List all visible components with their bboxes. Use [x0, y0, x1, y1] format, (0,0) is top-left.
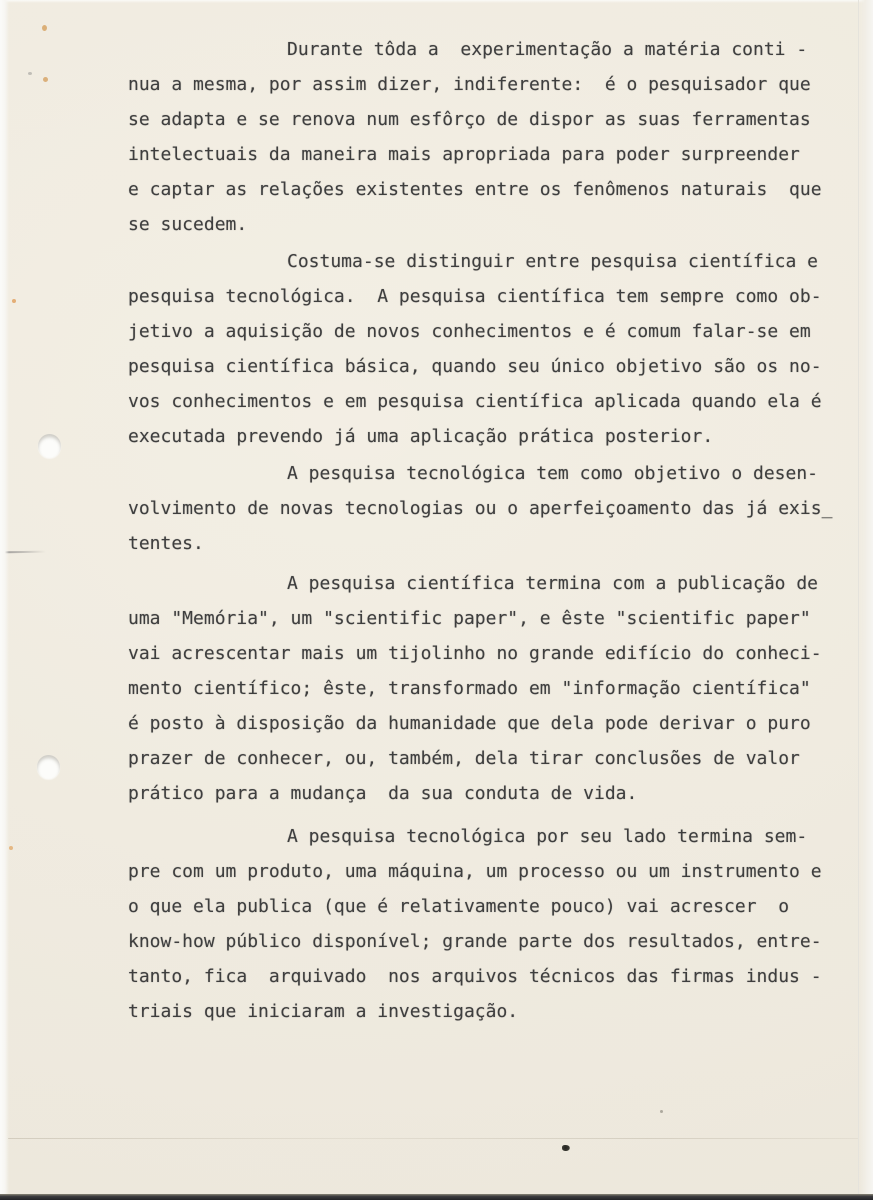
text-line: tanto, fica arquivado nos arquivos técnicos das firmas indus - — [128, 966, 822, 987]
text-line: jetivo a aquisição de novos conhecimentos e é comum falar-se em — [128, 321, 811, 342]
text-line: intelectuais da maneira mais apropriada para poder surpreender — [128, 144, 800, 165]
crease-line — [8, 1138, 859, 1139]
paragraph — [128, 819, 833, 1029]
paper-speck — [660, 1110, 663, 1113]
paper-speck — [9, 846, 13, 850]
paragraph — [128, 456, 833, 561]
text-line: Costuma-se distinguir entre pesquisa científica e — [287, 251, 819, 272]
text-line: se sucedem. — [128, 214, 248, 235]
text-line: tentes. — [128, 533, 204, 554]
text-line: é posto à disposição da humanidade que dela pode derivar o puro — [128, 713, 811, 734]
text-line: A pesquisa tecnológica tem como objetivo o desen- — [287, 463, 819, 484]
paragraph — [128, 32, 833, 242]
scan-edge-top — [0, 0, 873, 3]
scan-edge-right — [858, 0, 873, 1200]
text-line: know-how público disponível; grande parte dos resultados, entre- — [128, 931, 822, 952]
text-line: A pesquisa científica termina com a publicação de — [287, 573, 819, 594]
scan-edge-bottom — [0, 1194, 873, 1200]
paragraph — [128, 244, 833, 454]
text-line: Durante tôda a experimentação a matéria conti - — [287, 39, 808, 60]
text-line: se adapta e se renova num esfôrço de dispor as suas ferramentas — [128, 109, 811, 130]
paper-speck — [12, 299, 16, 303]
text-line: vai acrescentar mais um tijolinho no grande edifício do conheci- — [128, 643, 822, 664]
paper-speck — [28, 72, 32, 75]
text-line: nua a mesma, por assim dizer, indiferente: é o pesquisador que — [128, 74, 811, 95]
hole-punch-top — [38, 434, 61, 458]
text-line: e captar as relações existentes entre os fenômenos naturais que — [128, 179, 822, 200]
text-line: executada prevendo já uma aplicação prática posterior. — [128, 426, 714, 447]
text-line: triais que iniciaram a investigação. — [128, 1001, 519, 1022]
text-line: pre com um produto, uma máquina, um processo ou um instrumento e — [128, 861, 822, 882]
text-line: vos conhecimentos e em pesquisa científica aplicada quando ela é — [128, 391, 822, 412]
text-line: mento científico; êste, transformado em "informação científica" — [128, 678, 811, 699]
text-line: A pesquisa tecnológica por seu lado termina sem- — [287, 826, 808, 847]
paper-speck — [43, 77, 48, 82]
paper-speck — [42, 25, 47, 31]
text-line: pesquisa tecnológica. A pesquisa científica tem sempre como ob- — [128, 286, 822, 307]
text-line: volvimento de novas tecnologias ou o aperfeiçoamento das já exis̲ — [128, 498, 833, 519]
text-line: pesquisa científica básica, quando seu único objetivo são os no- — [128, 356, 822, 377]
text-line: prático para a mudança da sua conduta de vida. — [128, 783, 638, 804]
text-line: prazer de conhecer, ou, também, dela tirar conclusões de valor — [128, 748, 800, 769]
text-line: uma "Memória", um "scientific paper", e êste "scientific paper" — [128, 608, 811, 629]
ink-speck — [562, 1145, 570, 1151]
document-text — [128, 32, 833, 1029]
hole-punch-bottom — [37, 755, 60, 779]
scan-edge-left — [0, 0, 9, 1200]
paragraph — [128, 566, 833, 811]
text-line: o que ela publica (que é relativamente pouco) vai acrescer o — [128, 896, 790, 917]
